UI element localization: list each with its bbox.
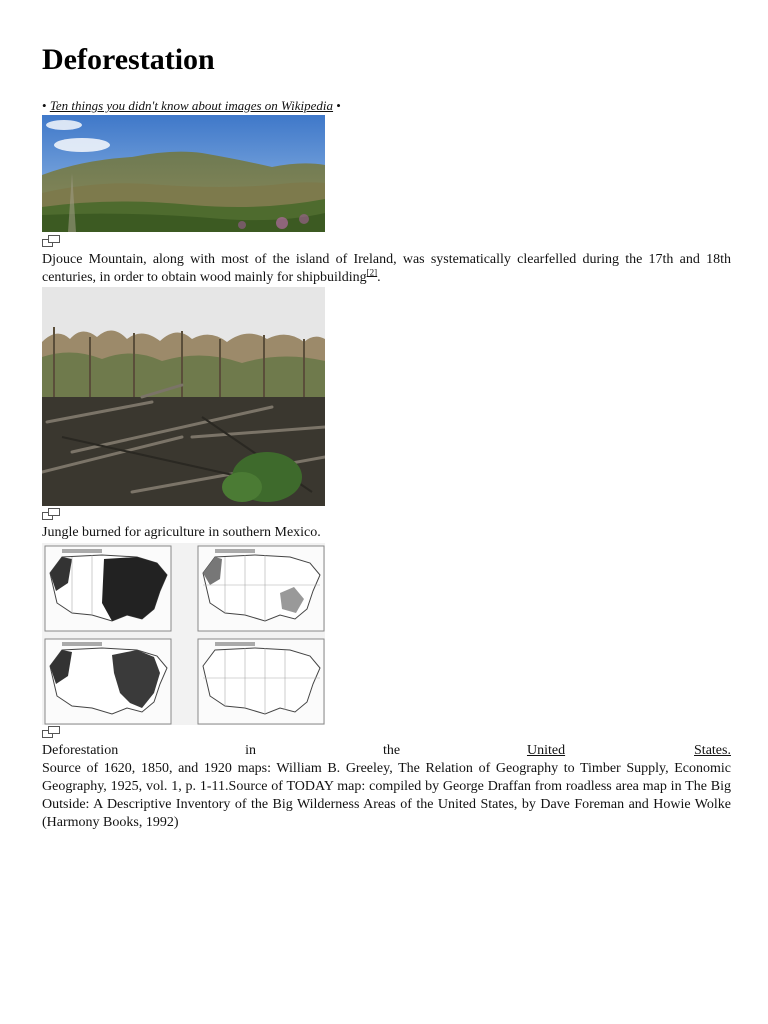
- us-forest-maps-image: [42, 543, 325, 725]
- figure-caption-maps: [42, 742, 731, 832]
- united-states-link[interactable]: [527, 742, 731, 760]
- citation-link[interactable]: [2]: [366, 267, 378, 278]
- enlarge-icon[interactable]: [42, 726, 60, 738]
- caption-source-text: Source of 1620, 1850, and 1920 maps: William B. Greeley, The Relation of Geography to Timber Supply, Economic Geography, 1925, vol. 1, p. 1-11.Source of TODAY map: compiled by George Draffan from roadless area map in The Big Outside: A Descriptive Inventory of the Big Wilderness Areas of the United States, by Dave Foreman and Howie Wolke (Harmony Books, 1992): [42, 761, 731, 830]
- citation-ref: [367, 267, 378, 277]
- page-title: Deforestation: [42, 43, 215, 76]
- burned-jungle-photo[interactable]: [42, 287, 325, 506]
- mountain-photo-image: [42, 115, 325, 232]
- tagline: [42, 98, 341, 114]
- figure-caption-mountain: [42, 251, 731, 287]
- tagline-link[interactable]: Ten things you didn't know about images on Wikipedia: [49, 98, 334, 113]
- tagline-bullet-right: •: [336, 98, 341, 113]
- burned-jungle-photo-image: [42, 287, 325, 506]
- link-word: States.: [694, 743, 731, 758]
- us-forest-maps[interactable]: [42, 543, 325, 725]
- enlarge-icon[interactable]: [42, 235, 60, 247]
- caption-word: in: [245, 743, 257, 758]
- caption-text: Djouce Mountain, along with most of the island of Ireland, was systematically clearfelled during the 17th and 18th centuries, in order to obtain wood mainly for shipbuilding: [42, 252, 731, 285]
- link-word: United: [526, 743, 566, 758]
- mountain-photo[interactable]: [42, 115, 325, 232]
- tagline-bullet-left: •: [42, 98, 47, 113]
- caption-first-line: [42, 742, 731, 760]
- caption-period: .: [377, 270, 381, 285]
- caption-word: the: [382, 743, 401, 758]
- figure-caption-jungle: Jungle burned for agriculture in southern Mexico.: [42, 525, 321, 540]
- enlarge-icon[interactable]: [42, 508, 60, 520]
- caption-word: Deforestation: [42, 743, 119, 758]
